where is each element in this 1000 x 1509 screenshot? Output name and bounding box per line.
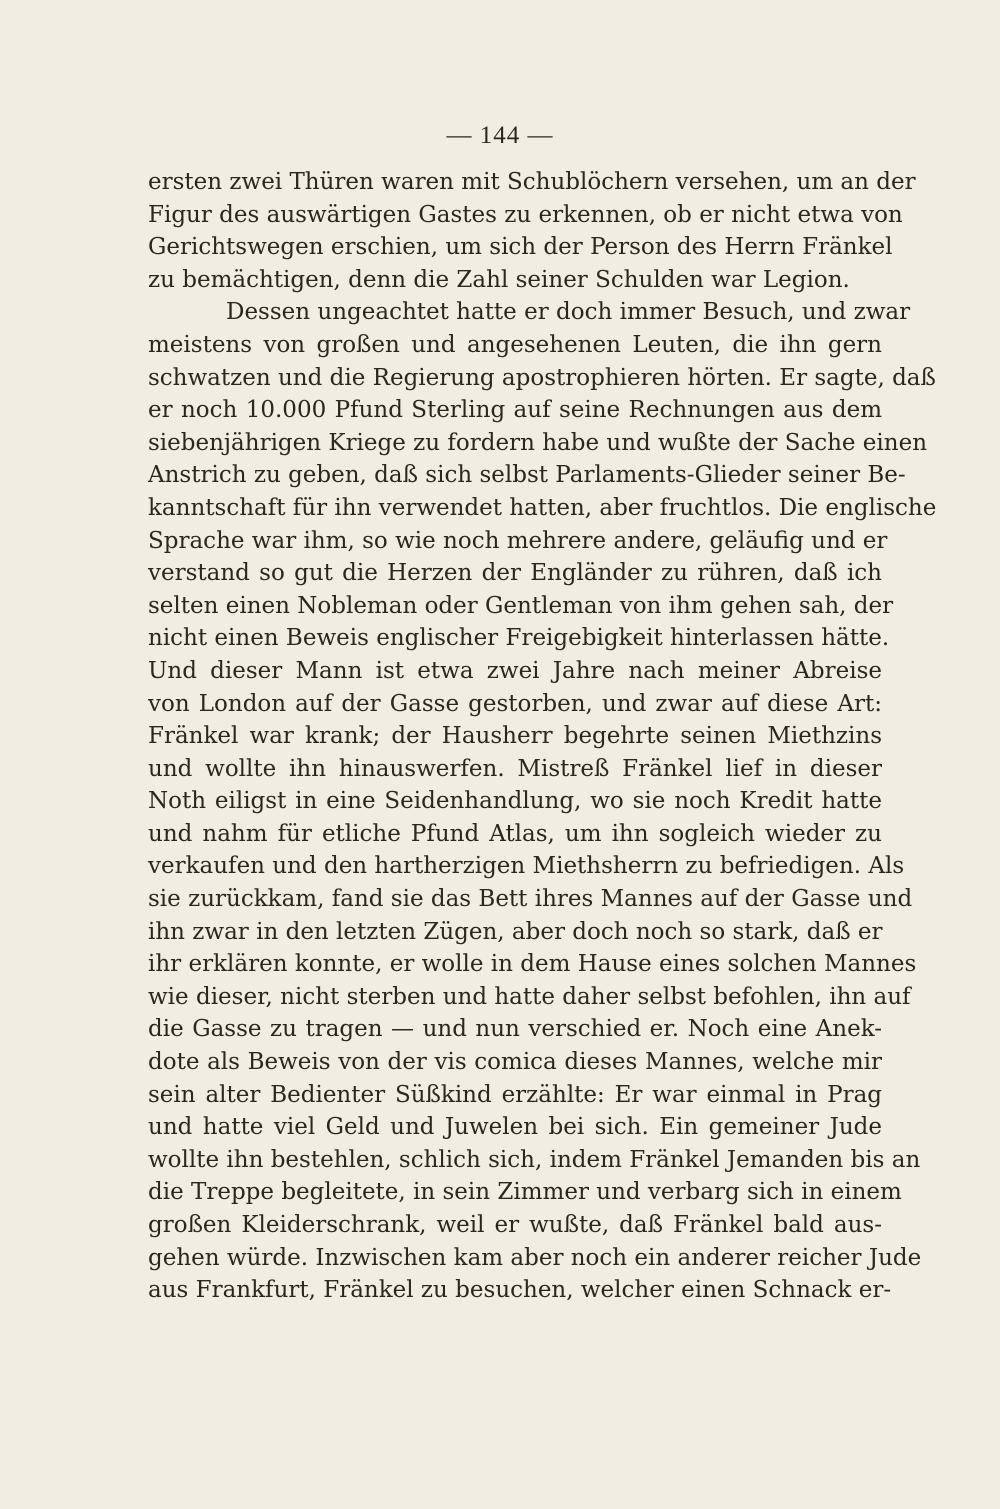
text-line: Und dieser Mann ist etwa zwei Jahre nach meiner Abreise — [148, 657, 882, 684]
body-text — [148, 166, 937, 1307]
text-line: siebenjährigen Kriege zu fordern habe und wußte der Sache einen — [148, 429, 928, 456]
text-line: Anstrich zu geben, daß sich selbst Parlaments-Glieder seiner Be- — [148, 462, 906, 489]
text-line: ihr erklären konnte, er wolle in dem Hause eines solchen Mannes — [148, 951, 917, 978]
text-line: verkaufen und den hartherzigen Miethsherrn zu befriedigen. Als — [148, 853, 905, 880]
text-line: Figur des auswärtigen Gastes zu erkennen, ob er nicht etwa von — [148, 201, 903, 228]
text-line: ihn zwar in den letzten Zügen, aber doch noch so stark, daß er — [148, 918, 883, 945]
text-line: aus Frankfurt, Fränkel zu besuchen, welcher einen Schnack er- — [148, 1277, 892, 1304]
text-line: und wollte ihn hinauswerfen. Mistreß Fränkel lief in dieser — [148, 755, 882, 782]
text-line: Fränkel war krank; der Hausherr begehrte seinen Miethzins — [148, 723, 882, 750]
text-line: ersten zwei Thüren waren mit Schublöchern versehen, um an der — [148, 169, 916, 195]
text-line: sein alter Bedienter Süßkind erzählte: Er war einmal in Prag — [148, 1081, 882, 1108]
text-line: und hatte viel Geld und Juwelen bei sich. Ein gemeiner Jude — [148, 1114, 882, 1141]
text-line: selten einen Nobleman oder Gentleman von ihm gehen sah, der — [148, 592, 894, 619]
text-line: schwatzen und die Regierung apostrophieren hörten. Er sagte, daß — [148, 364, 936, 391]
text-line: dote als Beweis von der vis comica dieses Mannes, welche mir — [148, 1049, 882, 1076]
text-line: kanntschaft für ihn verwendet hatten, aber fruchtlos. Die englische — [148, 494, 937, 521]
text-line: Sprache war ihm, so wie noch mehrere andere, geläufig und er — [148, 527, 888, 554]
text-line: großen Kleiderschrank, weil er wußte, daß Fränkel bald aus- — [148, 1212, 882, 1238]
page-number: — 144 — — [446, 122, 554, 149]
text-line: meistens von großen und angesehenen Leuten, die ihn gern — [148, 331, 882, 358]
text-line: gehen würde. Inzwischen kam aber noch ein anderer reicher Jude — [148, 1244, 922, 1271]
text-line: und nahm für etliche Pfund Atlas, um ihn sogleich wieder zu — [148, 820, 882, 847]
text-line: nicht einen Beweis englischer Freigebigkeit hinterlassen hätte. — [148, 625, 890, 652]
text-line: die Treppe begleitete, in sein Zimmer und verbarg sich in einem — [148, 1179, 902, 1206]
text-line: Gerichtswegen erschien, um sich der Person des Herrn Fränkel — [148, 234, 893, 261]
text-line: sie zurückkam, fand sie das Bett ihres Mannes auf der Gasse und — [148, 886, 913, 913]
text-line: Noth eiligst in eine Seidenhandlung, wo sie noch Kredit hatte — [148, 788, 882, 815]
text-line: wollte ihn bestehlen, schlich sich, indem Fränkel Jemanden bis an — [148, 1146, 921, 1173]
text-line: von London auf der Gasse gestorben, und zwar auf diese Art: — [148, 690, 882, 717]
text-line: zu bemächtigen, denn die Zahl seiner Schulden war Legion. — [148, 266, 850, 293]
paragraph-start-line: Dessen ungeachtet hatte er doch immer Besuch, und zwar — [226, 299, 911, 326]
text-line: verstand so gut die Herzen der Engländer zu rühren, daß ich — [148, 560, 882, 587]
text-line: wie dieser, nicht sterben und hatte daher selbst befohlen, ihn auf — [148, 983, 911, 1010]
text-line: die Gasse zu tragen — und nun verschied er. Noch eine Anek- — [148, 1016, 882, 1043]
text-line: er noch 10.000 Pfund Sterling auf seine Rechnungen aus dem — [148, 397, 882, 424]
